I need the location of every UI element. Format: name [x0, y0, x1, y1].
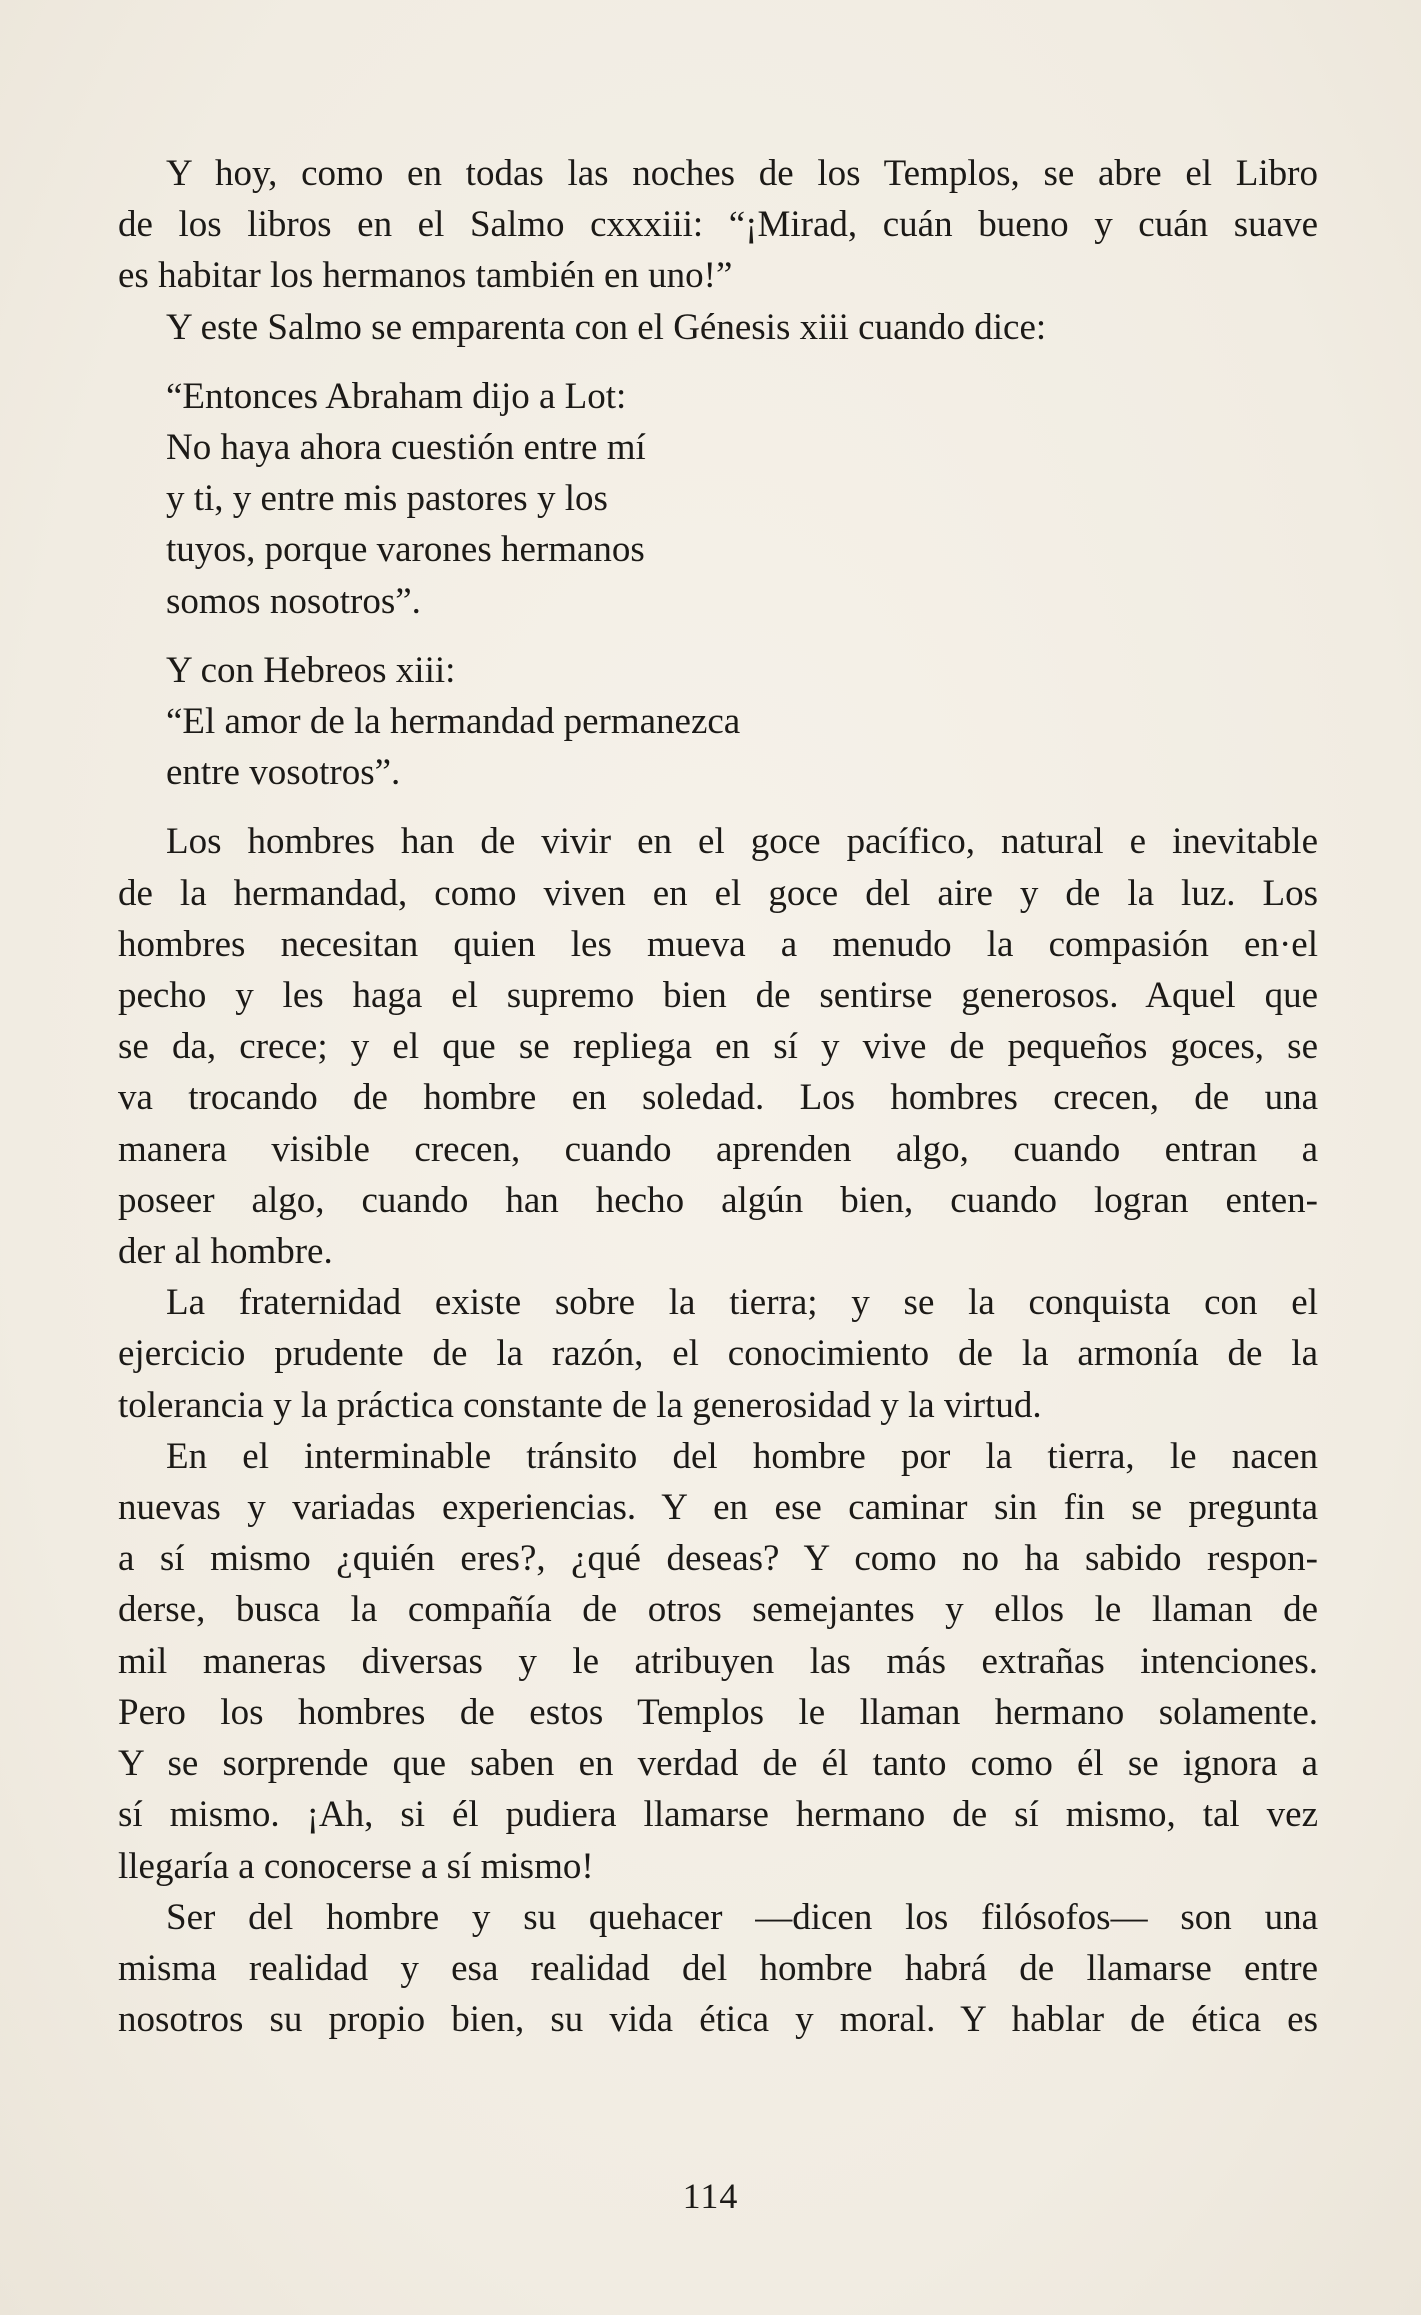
text-line: y ti, y entre mis pastores y los: [166, 478, 608, 520]
text-line: se da, crece; y el que se repliega en sí y vive de pequeños goces, se: [118, 1026, 1318, 1068]
text-line: de la hermandad, como viven en el goce del aire y de la luz. Los: [118, 872, 1318, 914]
text-line: No haya ahora cuestión entre mí: [166, 427, 646, 469]
text-line: va trocando de hombre en soledad. Los hombres crecen, de una: [118, 1077, 1318, 1119]
text-line: der al hombre.: [118, 1231, 333, 1273]
text-line: tuyos, porque varones hermanos: [166, 529, 645, 571]
text-line: es habitar los hermanos también en uno!”: [118, 255, 733, 297]
text-line: “El amor de la hermandad permanezca: [166, 701, 741, 743]
text-line: Ser del hombre y su quehacer —dicen los filósofos— son una: [166, 1896, 1318, 1938]
text-line: derse, busca la compañía de otros semejantes y ellos le llaman de: [118, 1589, 1318, 1631]
text-line: Y este Salmo se emparenta con el Génesis xiii cuando dice:: [166, 306, 1047, 348]
text-line: sí mismo. ¡Ah, si él pudiera llamarse hermano de sí mismo, tal vez: [118, 1794, 1318, 1836]
text-line: de los libros en el Salmo cxxxiii: “¡Mirad, cuán bueno y cuán suave: [118, 204, 1318, 246]
text-line: nosotros su propio bien, su vida ética y moral. Y hablar de ética es: [118, 1999, 1318, 2041]
text-line: Y se sorprende que saben en verdad de él tanto como él se ignora a: [118, 1743, 1318, 1785]
text-line: ejercicio prudente de la razón, el conocimiento de la armonía de la: [118, 1333, 1318, 1375]
text-line: poseer algo, cuando han hecho algún bien, cuando logran enten-: [118, 1179, 1318, 1221]
body-text: [118, 148, 1318, 2045]
text-line: entre vosotros”.: [166, 752, 401, 794]
page-number: 114: [682, 2176, 739, 2216]
text-line: “Entonces Abraham dijo a Lot:: [166, 375, 627, 417]
text-line: nuevas y variadas experiencias. Y en ese caminar sin fin se pregunta: [118, 1487, 1318, 1529]
text-line: manera visible crecen, cuando aprenden algo, cuando entran a: [118, 1128, 1318, 1170]
text-line: hombres necesitan quien les mueva a menudo la compasión en·el: [118, 923, 1318, 965]
paragraph-gap: [118, 627, 1318, 645]
text-line: mil maneras diversas y le atribuyen las más extrañas intenciones.: [118, 1640, 1318, 1682]
text-line: Pero los hombres de estos Templos le llaman hermano solamente.: [118, 1691, 1318, 1733]
text-line: En el interminable tránsito del hombre por la tierra, le nacen: [166, 1435, 1318, 1477]
text-line: a sí mismo ¿quién eres?, ¿qué deseas? Y como no ha sabido respon-: [118, 1538, 1318, 1580]
text-line: tolerancia y la práctica constante de la generosidad y la virtud.: [118, 1384, 1042, 1426]
text-line: Y hoy, como en todas las noches de los Templos, se abre el Libro: [166, 153, 1318, 194]
text-line: misma realidad y esa realidad del hombre habrá de llamarse entre: [118, 1947, 1318, 1989]
paragraph-gap: [118, 353, 1318, 371]
text-line: pecho y les haga el supremo bien de sentirse generosos. Aquel que: [118, 975, 1318, 1017]
text-line: llegaría a conocerse a sí mismo!: [118, 1845, 594, 1887]
paragraph-gap: [118, 798, 1318, 816]
text-line: Y con Hebreos xiii:: [166, 649, 456, 691]
text-line: La fraternidad existe sobre la tierra; y se la conquista con el: [166, 1282, 1318, 1324]
text-line: somos nosotros”.: [166, 580, 421, 622]
text-line: Los hombres han de vivir en el goce pacífico, natural e inevitable: [166, 821, 1318, 863]
